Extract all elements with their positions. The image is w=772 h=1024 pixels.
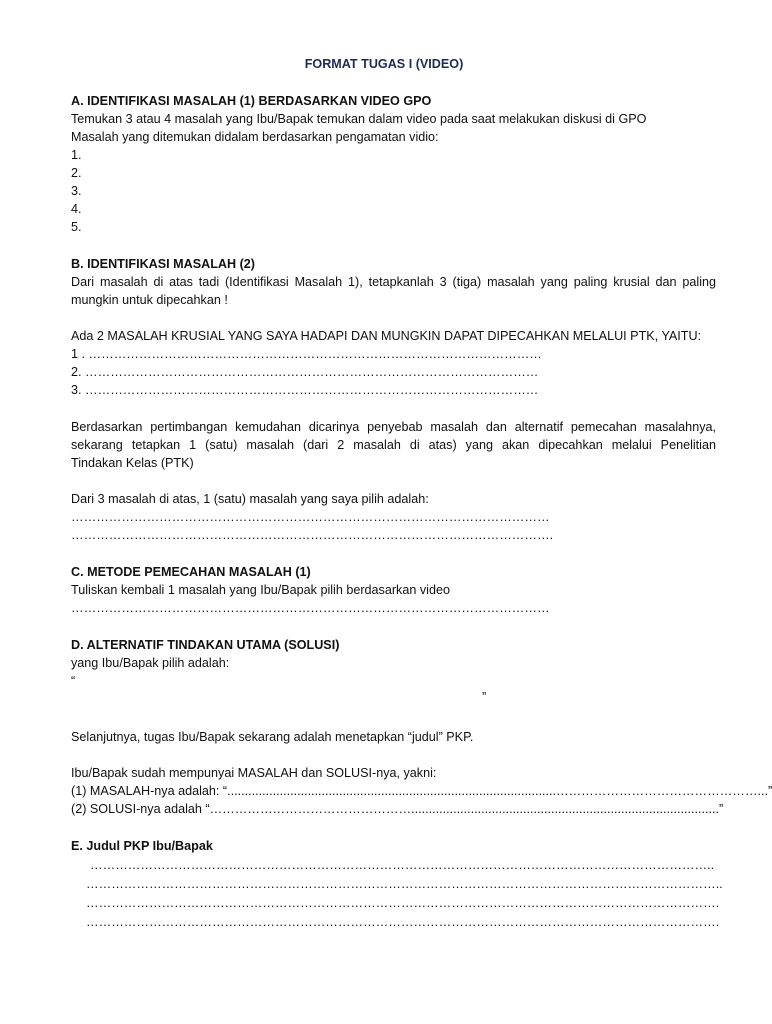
list-item: 2. bbox=[71, 166, 82, 180]
answer-line: ……………………………………………………………………………………………………………………………………. bbox=[86, 896, 720, 910]
close-quote: ” bbox=[482, 690, 487, 704]
document-title: FORMAT TUGAS I (VIDEO) bbox=[304, 57, 464, 71]
section-b-para1-line1: Dari masalah di atas tadi (Identifikasi Masalah 1), tetapkanlah 3 (tiga) masalah yang paling krusial dan paling bbox=[71, 275, 716, 289]
section-c-line1: Tuliskan kembali 1 masalah yang Ibu/Bapak pilih berdasarkan video bbox=[71, 583, 450, 597]
list-item: 4. bbox=[71, 202, 82, 216]
list-item: 3. ……………………………………………………………………………………………… bbox=[71, 383, 539, 397]
section-c-heading: C. METODE PEMECAHAN MASALAH (1) bbox=[71, 565, 311, 579]
section-b-para2-line2: sekarang tetapkan 1 (satu) masalah (dari 2 masalah di atas) yang akan dipecahkan melalui Penelitian bbox=[71, 438, 716, 452]
answer-line: ……………………………………………………………………………………………………………………………………. bbox=[86, 915, 720, 929]
list-item: 3. bbox=[71, 184, 82, 198]
section-a-line2: Masalah yang ditemukan didalam berdasarkan pengamatan vidio: bbox=[71, 130, 439, 144]
list-item: 2. ……………………………………………………………………………………………… bbox=[71, 365, 539, 379]
answer-line: …………………………………………………………………………………………………… bbox=[71, 510, 550, 524]
masalah-line: (1) MASALAH-nya adalah: “..............................................................................................…………………………………………...” bbox=[71, 784, 772, 798]
section-b-para1-line2: mungkin untuk dipecahkan ! bbox=[71, 293, 228, 307]
section-e-heading: E. Judul PKP Ibu/Bapak bbox=[71, 839, 213, 853]
section-d-heading: D. ALTERNATIF TINDAKAN UTAMA (SOLUSI) bbox=[71, 638, 340, 652]
section-b-para2-line1: Berdasarkan pertimbangan kemudahan dicarinya penyebab masalah dan alternatif pemecahan masalahnya, bbox=[71, 420, 716, 434]
section-b-para2-line3: Tindakan Kelas (PTK) bbox=[71, 456, 194, 470]
section-b-subheading: Ada 2 MASALAH KRUSIAL YANG SAYA HADAPI DAN MUNGKIN DAPAT DIPECAHKAN MELALUI PTK, YAITU: bbox=[71, 329, 702, 343]
section-a-line1: Temukan 3 atau 4 masalah yang Ibu/Bapak temukan dalam video pada saat melakukan diskusi di GPO bbox=[71, 112, 647, 126]
section-a-heading: A. IDENTIFIKASI MASALAH (1) BERDASARKAN VIDEO GPO bbox=[71, 94, 432, 108]
answer-line: …………………………………………………………………………………………………… bbox=[71, 601, 550, 615]
section-b-heading: B. IDENTIFIKASI MASALAH (2) bbox=[71, 257, 256, 271]
list-item: 1. bbox=[71, 148, 82, 162]
next-task-text: Selanjutnya, tugas Ibu/Bapak sekarang adalah menetapkan “judul” PKP. bbox=[71, 730, 474, 744]
solusi-line: (2) SOLUSI-nya adalah “…………………………………………........................................................................................” bbox=[71, 802, 724, 816]
list-item: 1 . ……………………………………………………………………………………………… bbox=[71, 347, 542, 361]
answer-line: ……………………………………………………………………………………………………. bbox=[71, 528, 554, 542]
open-quote: “ bbox=[71, 674, 76, 688]
list-item: 5. bbox=[71, 220, 82, 234]
answer-line: ………………………………………………………………………………………………………………………………….. bbox=[90, 858, 715, 872]
summary-label: Ibu/Bapak sudah mempunyai MASALAH dan SOLUSI-nya, yakni: bbox=[71, 766, 437, 780]
section-d-line1: yang Ibu/Bapak pilih adalah: bbox=[71, 656, 230, 670]
answer-line: …………………………………………………………………………………………………………………………………….. bbox=[86, 877, 723, 891]
section-b-choice-label: Dari 3 masalah di atas, 1 (satu) masalah yang saya pilih adalah: bbox=[71, 492, 429, 506]
